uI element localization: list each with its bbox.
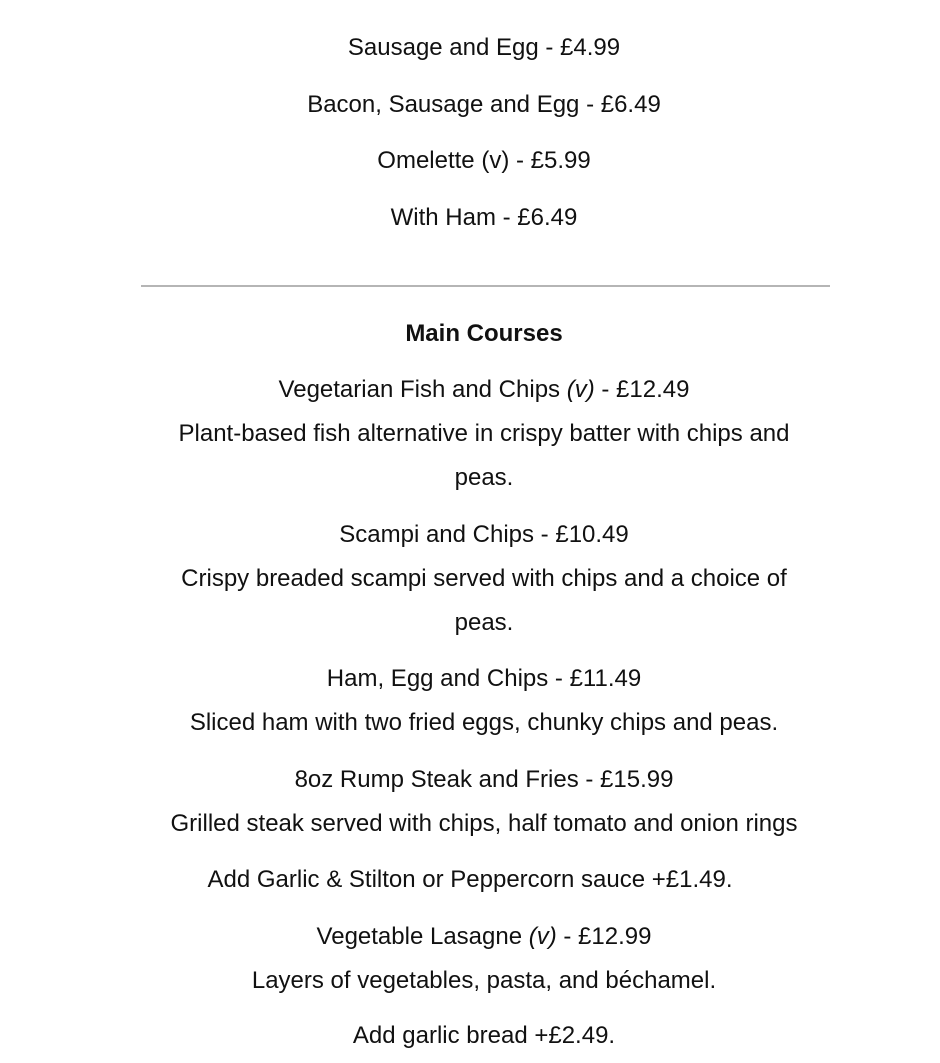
veg-fish-vegetarian-tag: (v): [566, 376, 595, 403]
lasagne-name: Vegetable Lasagne: [316, 923, 523, 950]
scampi-description-line2: peas.: [454, 609, 514, 636]
lasagne-vegetarian-tag: (v): [528, 923, 557, 950]
veg-fish-title: [0, 376, 940, 404]
scampi-title: Scampi and Chips - £10.49: [339, 521, 629, 548]
lasagne-addon: Add garlic bread +£2.49.: [352, 1022, 616, 1049]
lasagne-description: Layers of vegetables, pasta, and béchamel.: [251, 967, 717, 994]
scampi-description-line1: Crispy breaded scampi served with chips and a choice of: [181, 565, 787, 592]
steak-description: Grilled steak served with chips, half tomato and onion rings: [170, 810, 798, 837]
steak-title: 8oz Rump Steak and Fries - £15.99: [294, 766, 674, 793]
lasagne-price: - £12.99: [563, 923, 652, 950]
ham-egg-title: Ham, Egg and Chips - £11.49: [326, 665, 642, 692]
section-divider: [141, 285, 830, 287]
lasagne-title: [0, 923, 940, 951]
ham-egg-description: Sliced ham with two fried eggs, chunky chips and peas.: [189, 709, 779, 736]
veg-fish-name: Vegetarian Fish and Chips: [278, 376, 561, 403]
veg-fish-price: - £12.49: [601, 376, 690, 403]
veg-fish-description-line1: Plant-based fish alternative in crispy batter with chips and: [178, 420, 790, 447]
breakfast-item-sausage-egg: Sausage and Egg - £4.99: [347, 34, 621, 61]
main-courses-heading: Main Courses: [405, 320, 563, 347]
breakfast-item-bacon-sausage-egg: Bacon, Sausage and Egg - £6.49: [307, 91, 661, 118]
breakfast-item-with-ham: With Ham - £6.49: [390, 204, 578, 231]
breakfast-item-omelette: Omelette (v) - £5.99: [377, 147, 591, 174]
veg-fish-description-line2: peas.: [454, 464, 514, 491]
steak-addon: Add Garlic & Stilton or Peppercorn sauce +£1.49.: [207, 866, 733, 893]
